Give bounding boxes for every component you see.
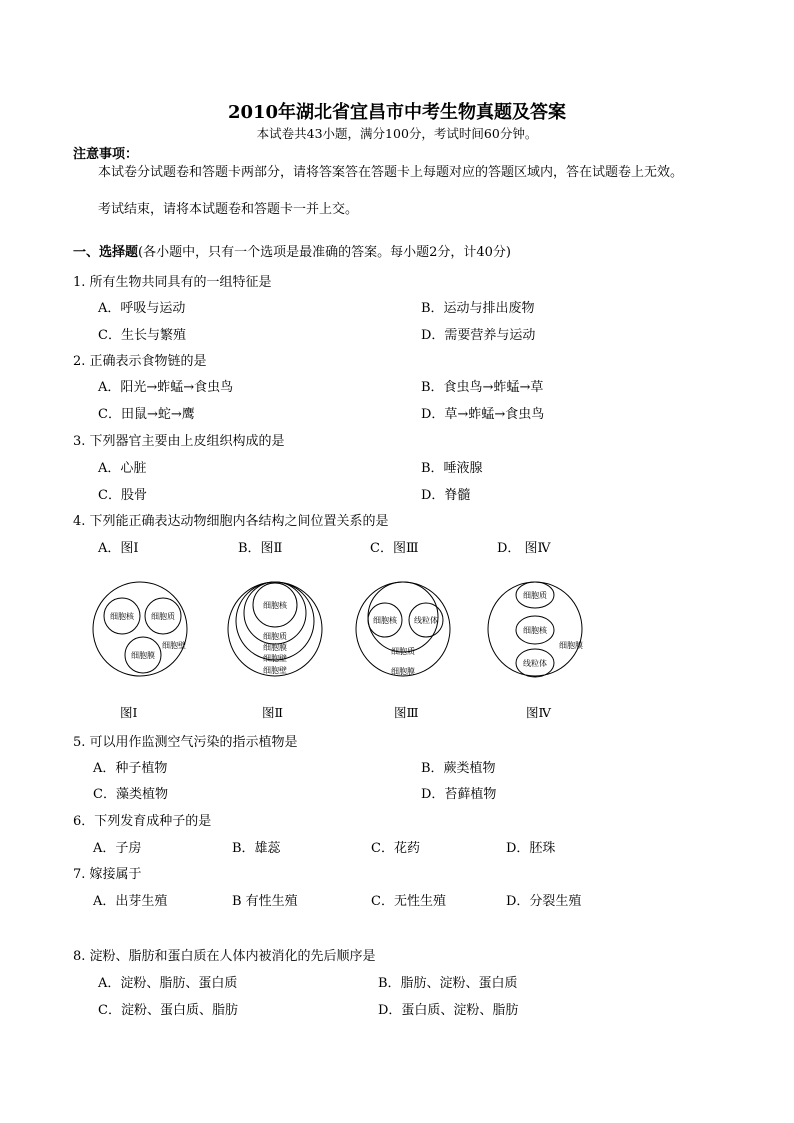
fig1-caption: 图Ⅰ <box>120 705 138 720</box>
fig2-label-wall-1: 细胞壁 <box>263 654 287 663</box>
fig4-label-cytoplasm: 细胞质 <box>523 591 547 600</box>
question-7-stem: 7. 嫁接属于 <box>73 867 142 882</box>
question-7-option-c: C．无性生殖 <box>371 894 446 909</box>
notice-line-2: 考试结束，请将本试题卷和答题卡一并上交。 <box>98 202 359 217</box>
section-heading <box>73 241 511 260</box>
question-1-option-d: D．需要营养与运动 <box>421 328 536 343</box>
question-2-option-c: C．田鼠→蛇→鹰 <box>98 407 195 422</box>
question-6-option-d: D．胚珠 <box>506 841 556 856</box>
fig2-label-wall-2: 细胞壁 <box>263 666 287 675</box>
question-4-option-c: C．图Ⅲ <box>370 541 419 556</box>
question-7-option-b: B 有性生殖 <box>232 894 298 909</box>
fig2-label-nucleus: 细胞核 <box>263 601 287 610</box>
fig4-label-mitochondria: 线粒体 <box>523 659 547 668</box>
fig3-label-mitochondria: 线粒体 <box>414 616 438 625</box>
question-2-option-b: B．食虫鸟→蚱蜢→草 <box>421 380 544 395</box>
exam-info: 本试卷共43小题，满分100分，考试时间60分钟。 <box>256 126 538 141</box>
question-5-stem: 5. 可以用作监测空气污染的指示植物是 <box>73 735 298 750</box>
page-title: 2010年湖北省宜昌市中考生物真题及答案 <box>227 102 567 123</box>
question-1-option-c: C．生长与繁殖 <box>98 328 186 343</box>
question-2-stem: 2. 正确表示食物链的是 <box>73 354 207 369</box>
question-4-option-d: D． 图Ⅳ <box>497 541 551 556</box>
question-5-option-a: A．种子植物 <box>93 761 168 776</box>
question-3-stem: 3. 下列器官主要由上皮组织构成的是 <box>73 434 285 449</box>
fig3-label-nucleus: 细胞核 <box>373 616 397 625</box>
question-2-option-a: A．阳光→蚱蜢→食虫鸟 <box>98 380 234 395</box>
fig3-label-cytoplasm: 细胞质 <box>391 647 415 656</box>
section-instruction: (各小题中，只有一个选项是最准确的答案。每小题2分，计40分) <box>138 245 511 260</box>
fig1-label-membrane: 细胞膜 <box>131 651 155 660</box>
fig2-caption: 图Ⅱ <box>262 705 283 720</box>
question-3-option-c: C．股骨 <box>98 488 147 503</box>
fig3-caption: 图Ⅲ <box>394 705 419 720</box>
question-2-option-d: D．草→蚱蜢→食虫鸟 <box>421 407 545 422</box>
question-1-option-b: B．运动与排出废物 <box>421 301 535 316</box>
question-4-option-b: B．图Ⅱ <box>238 541 283 556</box>
question-3-option-a: A．心脏 <box>98 461 147 476</box>
question-1-stem: 1. 所有生物共同具有的一组特征是 <box>73 275 272 290</box>
section-title: 一、选择题 <box>73 245 139 260</box>
question-8-option-b: B．脂肪、淀粉、蛋白质 <box>378 976 518 991</box>
question-6-stem: 6．下列发育成种子的是 <box>73 814 212 829</box>
question-4-stem: 4. 下列能正确表达动物细胞内各结构之间位置关系的是 <box>73 514 389 529</box>
fig4-label-nucleus: 细胞核 <box>523 626 547 635</box>
question-8-option-c: C．淀粉、蛋白质、脂肪 <box>98 1003 238 1018</box>
fig4-caption: 图Ⅳ <box>526 705 551 720</box>
notice-heading: 注意事项： <box>73 147 139 162</box>
question-6-option-c: C．花药 <box>371 841 420 856</box>
fig1-label-cytoplasm: 细胞质 <box>151 612 175 621</box>
fig4-label-membrane: 细胞膜 <box>559 641 583 650</box>
question-8-option-a: A．淀粉、脂肪、蛋白质 <box>98 976 238 991</box>
question-5-option-b: B．蕨类植物 <box>421 761 496 776</box>
question-8-option-d: D．蛋白质、淀粉、脂肪 <box>378 1003 519 1018</box>
question-4-option-a: A．图Ⅰ <box>98 541 139 556</box>
fig1-label-nucleus: 细胞核 <box>110 612 134 621</box>
question-7-option-a: A．出芽生殖 <box>93 894 168 909</box>
question-6-option-b: B．雄蕊 <box>232 841 281 856</box>
question-5-option-d: D．苔藓植物 <box>421 787 497 802</box>
fig3-label-membrane: 细胞膜 <box>391 667 415 676</box>
question-8-stem: 8. 淀粉、脂肪和蛋白质在人体内被消化的先后顺序是 <box>73 949 376 964</box>
cell-diagrams <box>85 575 585 695</box>
question-3-option-d: D．脊髓 <box>421 488 471 503</box>
notice-line-1: 本试卷分试题卷和答题卡两部分，请将答案答在答题卡上每题对应的答题区域内，答在试题卷上无效。 <box>98 165 684 180</box>
question-3-option-b: B．唾液腺 <box>421 461 483 476</box>
question-5-option-c: C．藻类植物 <box>93 787 168 802</box>
question-1-option-a: A．呼吸与运动 <box>98 301 186 316</box>
question-6-option-a: A．子房 <box>93 841 142 856</box>
question-7-option-d: D．分裂生殖 <box>506 894 582 909</box>
fig2-label-membrane: 细胞膜 <box>263 643 287 652</box>
fig1-label-cell-wall: 细胞壁 <box>162 641 186 650</box>
fig2-label-cytoplasm: 细胞质 <box>263 632 287 641</box>
